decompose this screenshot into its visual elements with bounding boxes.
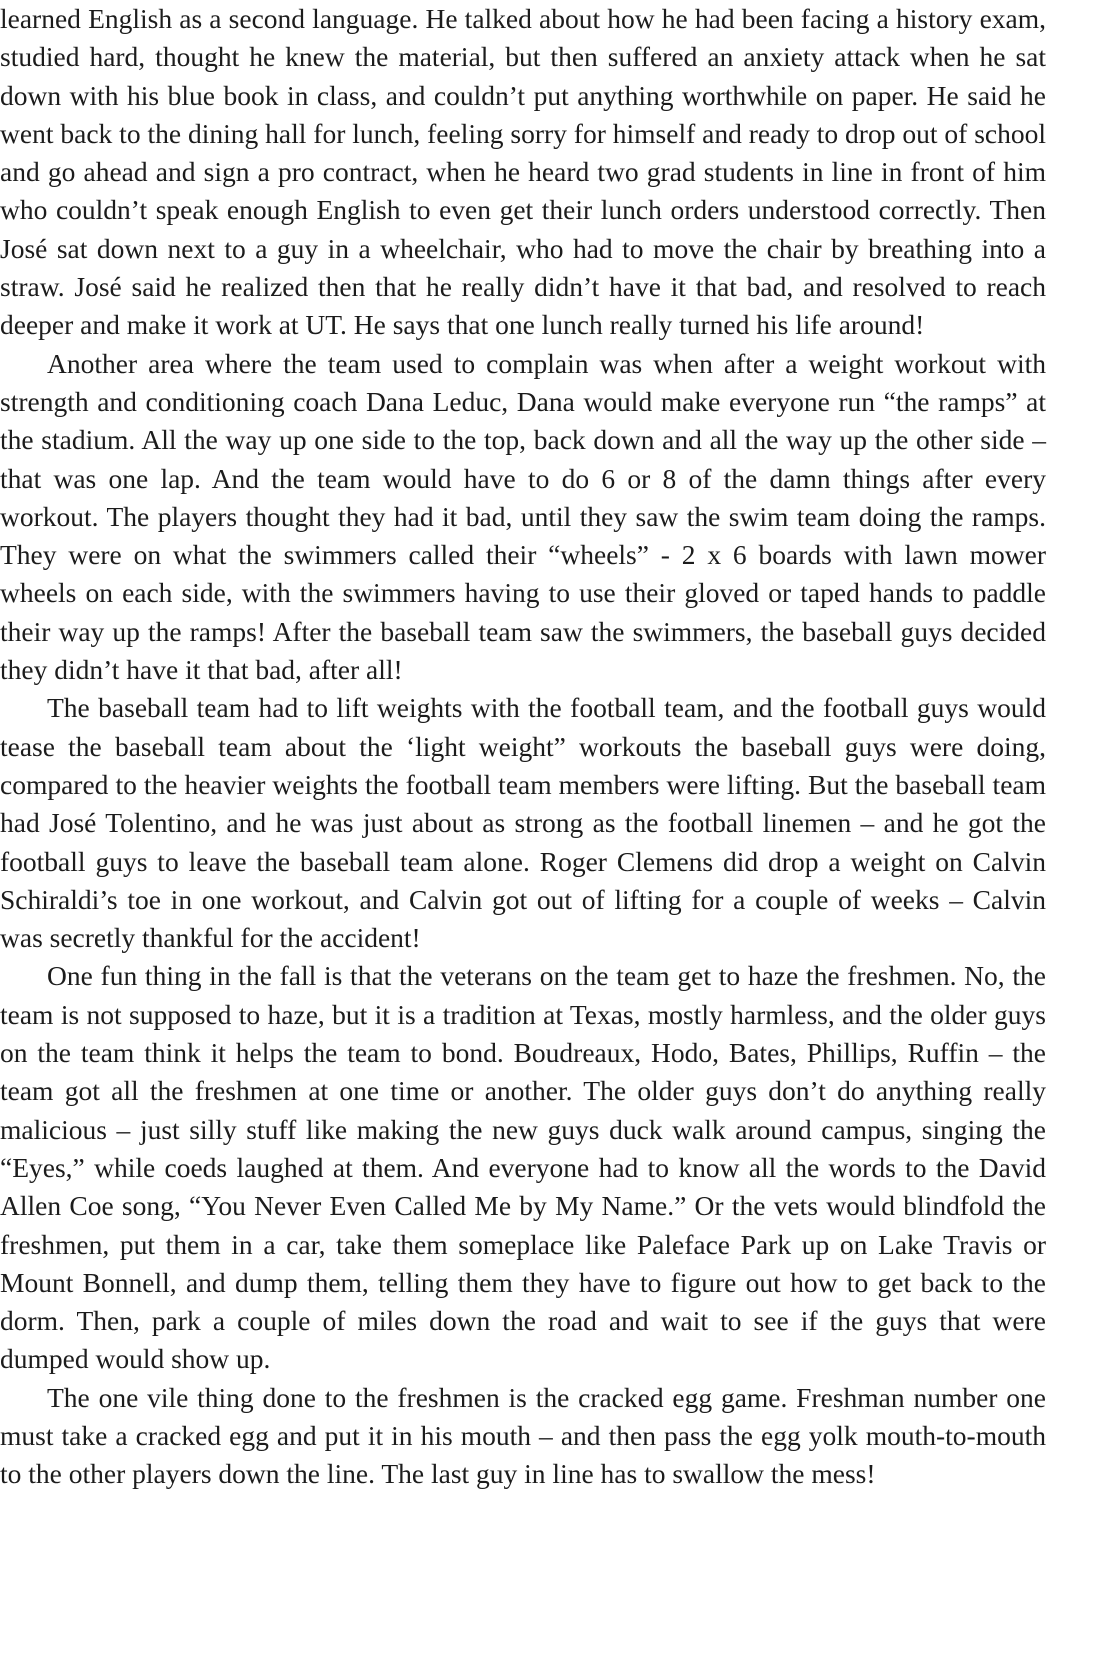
paragraph-weights: The baseball team had to lift weights with the football team, and the football guys would tease the baseball team about the ‘light weight” workouts the baseball guys were doing, compared to the heavier weights the football team members were lifting. But the baseball team had José Tolentino, and he was just about as strong as the football linemen – and he got the football guys to leave the baseball team alone. Roger Clemens did drop a weight on Calvin Schiraldi’s toe in one workout, and Calvin got out of lifting for a couple of weeks – Calvin was secretly thankful for the accident! [0, 692, 1046, 954]
paragraph-continued: learned English as a second language. He talked about how he had been facing a history exam, studied hard, thought he knew the material, but then suffered an anxiety attack when he sat down with his blue book in class, and couldn’t put anything worthwhile on paper. He said he went back to the dining hall for lunch, feeling sorry for himself and ready to drop out of school and go ahead and sign a pro contract, when he heard two grad students in line in front of him who couldn’t speak enough English to even get their lunch orders understood correctly. Then José sat down next to a guy in a wheelchair, who had to move the chair by breathing into a straw. José said he realized then that he really didn’t have it that bad, and resolved to reach deeper and make it work at UT. He says that one lunch really turned his life around! [0, 3, 1046, 341]
paragraph-egg-game: The one vile thing done to the freshmen is the cracked egg game. Freshman number one must take a cracked egg and put it in his mouth – and then pass the egg yolk mouth-to-mouth to the other players down the line. The last guy in line has to swallow the mess! [0, 1381, 1046, 1490]
paragraph-ramps: Another area where the team used to complain was when after a weight workout with strength and conditioning coach Dana Leduc, Dana would make everyone run “the ramps” at the stadium. All the way up one side to the top, back down and all the way up the other side – that was one lap. And the team would have to do 6 or 8 of the damn things after every workout. The players thought they had it bad, until they saw the swim team doing the ramps. They were on what the swimmers called their “wheels” - 2 x 6 boards with lawn mower wheels on each side, with the swimmers having to use their gloved or taped hands to paddle their way up the ramps! After the baseball team saw the swimmers, the baseball guys decided they didn’t have it that bad, after all! [0, 347, 1046, 686]
paragraph-hazing: One fun thing in the fall is that the veterans on the team get to haze the freshmen. No, the team is not supposed to haze, but it is a tradition at Texas, mostly harmless, and the older guys on the team think it helps the team to bond. Boudreaux, Hodo, Bates, Phillips, Ruffin – the team got all the freshmen at one time or another. The older guys don’t do anything really malicious – just silly stuff like making the new guys duck walk around campus, singing the “Eyes,” while coeds laughed at them. And everyone had to know all the words to the David Allen Coe song, “You Never Even Called Me by My Name.” Or the vets would blindfold the freshmen, put them in a car, take them someplace like Paleface Park up on Lake Travis or Mount Bonnell, and dump them, telling them they have to figure out how to get back to the dorm. Then, park a couple of miles down the road and wait to see if the guys that were dumped would show up. [0, 960, 1046, 1375]
